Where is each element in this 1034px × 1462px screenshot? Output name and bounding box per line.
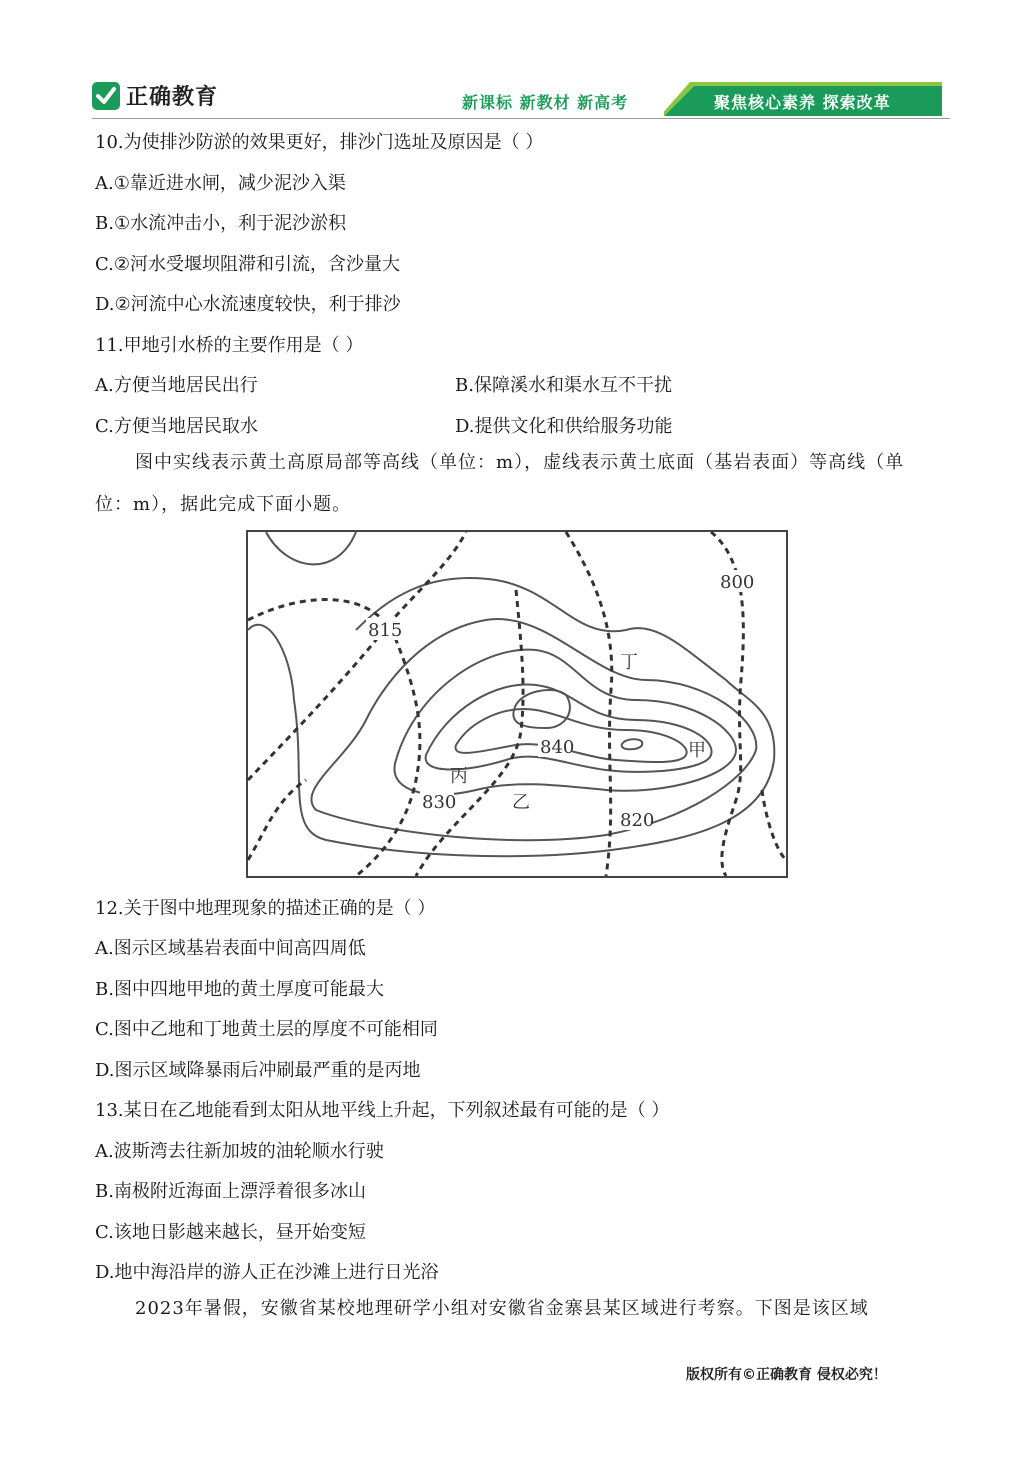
contour-map (246, 530, 788, 878)
question-11-option-c: C.方便当地居民取水 (95, 416, 258, 437)
label-820: 820 (620, 810, 655, 831)
checkmark-icon (92, 82, 120, 110)
slogan-right: 聚焦核心素养 探索改革 (714, 93, 891, 112)
question-11-stem: 11.甲地引水桥的主要作用是（ ） (95, 335, 364, 356)
question-13-option-a: A.波斯湾去往新加坡的油轮顺水行驶 (95, 1141, 384, 1162)
question-13-option-c: C.该地日影越来越长，昼开始变短 (95, 1222, 366, 1243)
question-10-option-c: C.②河水受堰坝阻滞和引流，含沙量大 (95, 254, 400, 275)
question-12-option-b: B.图中四地甲地的黄土厚度可能最大 (95, 979, 384, 1000)
question-10-stem: 10.为使排沙防淤的效果更好，排沙门选址及原因是（ ） (95, 132, 544, 153)
point-yi: 乙 (512, 792, 530, 813)
label-840: 840 (540, 737, 575, 758)
question-12-option-a: A.图示区域基岩表面中间高四周低 (95, 938, 366, 959)
question-13-stem: 13.某日在乙地能看到太阳从地平线上升起，下列叙述最有可能的是（ ） (95, 1100, 670, 1121)
question-13-option-b: B.南极附近海面上漂浮着很多冰山 (95, 1181, 366, 1202)
question-13-option-d: D.地中海沿岸的游人正在沙滩上进行日光浴 (95, 1262, 439, 1283)
question-12-stem: 12.关于图中地理现象的描述正确的是（ ） (95, 898, 436, 919)
label-800: 800 (720, 572, 755, 593)
question-11-option-d: D.提供文化和供给服务功能 (455, 416, 673, 437)
copyright-footer: 版权所有©正确教育 侵权必究！ (686, 1367, 887, 1383)
question-12-option-d: D.图示区域降暴雨后冲刷最严重的是丙地 (95, 1060, 421, 1081)
slogan-left: 新课标 新教材 新高考 (462, 93, 629, 112)
question-11-option-b: B.保障溪水和渠水互不干扰 (455, 375, 672, 396)
question-12-option-c: C.图中乙地和丁地黄土层的厚度不可能相同 (95, 1019, 438, 1040)
question-10-option-a: A.①靠近进水闸，减少泥沙入渠 (95, 173, 346, 194)
brand-logo (92, 80, 218, 111)
closing-paragraph: 2023年暑假，安徽省某校地理研学小组对安徽省金寨县某区域进行考察。下图是该区域 (135, 1298, 869, 1319)
intro-paragraph: 图中实线表示黄土高原局部等高线（单位：m），虚线表示黄土底面（基岩表面）等高线（单位：m），据此完成下面小题。 (95, 452, 905, 515)
question-10-option-b: B.①水流冲击小，利于泥沙淤积 (95, 213, 347, 234)
point-ding: 丁 (620, 652, 638, 673)
header-divider (92, 118, 950, 119)
question-11-option-a: A.方便当地居民出行 (95, 375, 258, 396)
point-jia: 甲 (688, 740, 706, 761)
question-10-option-d: D.②河流中心水流速度较快，利于排沙 (95, 294, 401, 315)
label-815: 815 (368, 620, 403, 641)
label-830: 830 (422, 792, 457, 813)
logo-text: 正确教育 (126, 85, 219, 110)
point-bing: 丙 (450, 766, 468, 787)
